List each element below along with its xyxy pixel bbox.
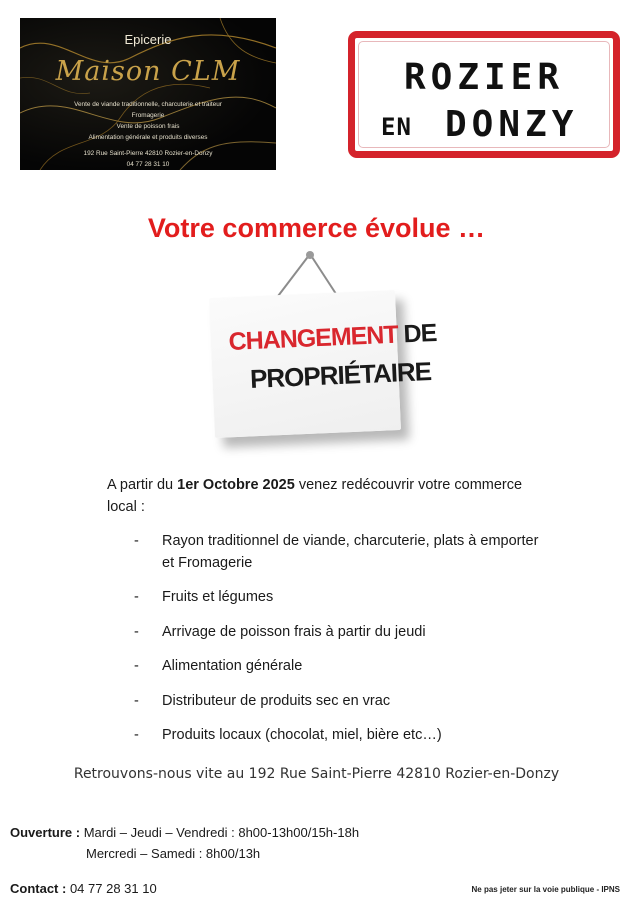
list-item: [134, 530, 554, 574]
hours-line2: Mercredi – Samedi : 8h00/13h: [86, 846, 261, 861]
bullet-dash: -: [134, 624, 139, 640]
list-item-text: Fruits et légumes: [162, 589, 274, 605]
contact-label: Contact :: [10, 881, 67, 896]
bullet-dash: -: [134, 727, 139, 743]
hours-row: [10, 822, 359, 843]
sign-word-changement: CHANGEMENT: [228, 320, 399, 356]
contact: [10, 881, 157, 896]
hours-line1: Mardi – Jeudi – Vendredi : 8h00-13h00/15h-18h: [80, 825, 360, 840]
logo-kicker: Epicerie: [124, 32, 172, 47]
list-item: [134, 724, 554, 746]
bullet-dash: -: [134, 533, 139, 549]
intro-paragraph: [107, 474, 527, 518]
town-sign-donzy: DONZY: [445, 104, 579, 145]
logo-line: Fromagerie: [131, 112, 165, 119]
logo-line: Vente de poisson frais: [116, 123, 180, 130]
intro-after: venez redécouvrir votre commerce local :: [107, 477, 523, 515]
address-line: Retrouvons-nous vite au 192 Rue Saint-Pierre 42810 Rozier-en-Donzy: [73, 766, 560, 782]
list-item-text: Arrivage de poisson frais à partir du jeudi: [162, 624, 426, 640]
town-sign: [348, 31, 620, 158]
list-item-text: Produits locaux (chocolat, miel, bière etc…): [162, 727, 442, 743]
logo-line: 04 77 28 31 10: [126, 161, 170, 168]
hanging-sign: [200, 248, 450, 453]
sign-text-line2: PROPRIÉTAIRE: [249, 356, 432, 394]
town-sign-line1: ROZIER: [403, 57, 565, 98]
hours-label: Ouverture :: [10, 825, 81, 840]
footer-note: Ne pas jeter sur la voie publique - IPNS: [471, 885, 620, 894]
intro-before: A partir du: [107, 477, 178, 493]
town-sign-en: EN: [381, 113, 412, 141]
list-item: [134, 621, 554, 643]
bullet-dash: -: [134, 589, 139, 605]
list-item: [134, 586, 554, 608]
headline: Votre commerce évolue …: [147, 213, 486, 243]
offer-list: [134, 530, 554, 746]
bullet-dash: -: [134, 693, 139, 709]
logo-brand: Maison CLM: [55, 56, 241, 87]
bullet-dash: -: [134, 658, 139, 674]
logo-line: Vente de viande traditionnelle, charcuterie et traiteur: [74, 101, 222, 108]
list-item-text: Distributeur de produits sec en vrac: [162, 693, 391, 709]
list-item: [134, 655, 554, 677]
logo-line: Alimentation générale et produits diverses: [88, 134, 208, 141]
opening-hours: [10, 822, 359, 864]
logo-line: 192 Rue Saint-Pierre 42810 Rozier-en-Donzy: [83, 150, 213, 157]
list-item-text: Rayon traditionnel de viande, charcuterie, plats à emporter et Fromagerie: [162, 533, 539, 571]
shop-logo: [20, 18, 276, 170]
contact-phone: 04 77 28 31 10: [66, 881, 157, 896]
intro-date: 1er Octobre 2025: [177, 477, 295, 493]
list-item-text: Alimentation générale: [162, 658, 303, 674]
list-item: [134, 690, 554, 712]
sign-word-de: DE: [402, 318, 437, 349]
